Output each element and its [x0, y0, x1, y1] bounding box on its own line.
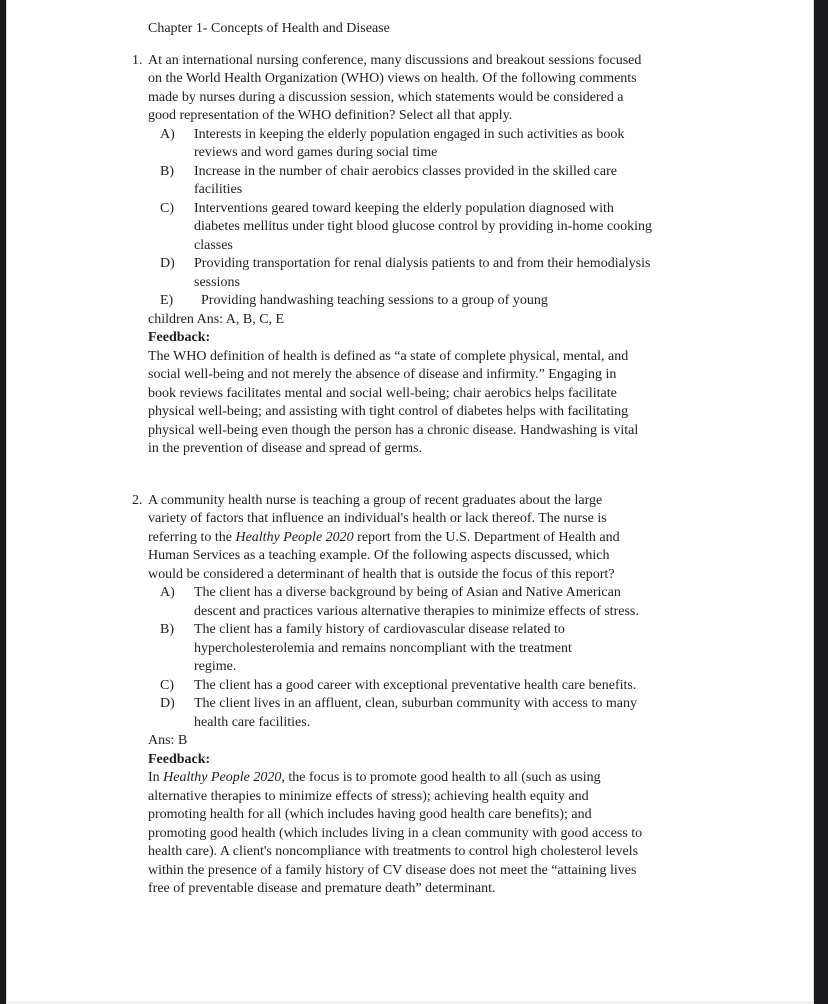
answer-option: [148, 621, 793, 677]
answer-option: [148, 584, 793, 621]
text-segment: The client lives in an affluent, clean, suburban community with access to many: [194, 696, 637, 711]
option-label: A): [160, 126, 175, 142]
text-segment: Providing handwashing teaching sessions to a group of young: [194, 293, 548, 308]
text-segment: children Ans: A, B, C, E: [148, 311, 285, 327]
question-stem-line: [148, 107, 793, 126]
text-segment: promoting good health (which includes living in a clean community with good access to: [148, 825, 643, 841]
question-block: [132, 52, 793, 459]
option-label: E): [160, 293, 174, 308]
question-stem-line: [148, 70, 793, 89]
option-text-line: [194, 144, 793, 163]
option-text-line: [194, 274, 793, 293]
option-label: C): [160, 200, 174, 216]
text-segment: The client has a diverse background by being of Asian and Native American: [194, 585, 621, 600]
question-stem-line: [148, 510, 793, 529]
text-segment: health care). A client's noncompliance with treatments to control high cholesterol levels: [148, 844, 639, 859]
feedback-line: [148, 788, 793, 807]
question-stem-line: [148, 492, 793, 511]
document-title: Chapter 1- Concepts of Health and Disease: [148, 21, 390, 36]
text-segment: The WHO definition of health is defined as “a state of complete physical, mental, and: [148, 348, 629, 364]
text-segment: book reviews facilitates mental and social well-being; chair aerobics helps facilitate: [148, 385, 617, 401]
option-label: C): [160, 677, 174, 693]
text-segment: good representation of the WHO definition? Select all that apply.: [148, 108, 513, 123]
option-text-line: [194, 181, 793, 200]
text-segment: regime.: [194, 659, 237, 674]
feedback-line: [148, 825, 793, 844]
text-segment: alternative therapies to minimize effects of stress); achieving health equity and: [148, 788, 589, 804]
question-block: [132, 492, 793, 899]
text-segment: At an international nursing conference, many discussions and breakout sessions focused: [148, 52, 642, 68]
text-segment: free of preventable disease and premature death” determinant.: [148, 881, 496, 896]
option-text-line: [194, 126, 793, 145]
text-segment: Human Services as a teaching example. Of the following aspects discussed, which: [148, 548, 610, 563]
text-segment: sessions: [194, 274, 240, 290]
option-text-line: [194, 218, 793, 237]
question-stem-line: [148, 547, 793, 566]
text-segment: Increase in the number of chair aerobics classes provided in the skilled care: [194, 163, 617, 179]
option-text-line: [194, 714, 793, 733]
feedback-line: [148, 385, 793, 404]
feedback-line: [148, 422, 793, 441]
option-text-line: [194, 163, 793, 182]
feedback-heading: Feedback:: [148, 330, 211, 345]
question-stem-line: [148, 89, 793, 108]
text-segment: physical well-being; and assisting with tight control of diabetes helps with facilitating: [148, 404, 629, 419]
feedback-line: [148, 440, 793, 459]
text-segment: variety of factors that influence an individual's health or lack thereof. The nurse is: [148, 511, 607, 526]
feedback-line: [148, 769, 793, 788]
document-page: [6, 0, 814, 1004]
option-text-line: [194, 603, 793, 622]
option-text-line: [194, 255, 793, 274]
answer-option: [148, 126, 793, 163]
text-segment: , the focus is to promote good health to all (such as using: [281, 770, 601, 785]
text-segment: would be considered a determinant of health that is outside the focus of this report?: [148, 566, 615, 582]
option-label: B): [160, 163, 174, 179]
feedback-heading: Feedback:: [148, 751, 211, 767]
text-segment: social well-being and not merely the absence of disease and infirmity.” Engaging in: [148, 367, 617, 382]
text-segment: referring to the: [148, 529, 236, 545]
text-segment: Providing transportation for renal dialysis patients to and from their hemodialysis: [194, 256, 651, 271]
italic-text: Healthy People 2020: [235, 529, 354, 545]
option-text-line: [194, 584, 793, 603]
question-number: 2.: [132, 492, 143, 508]
answer-option: [148, 695, 793, 732]
option-text-line: [194, 658, 793, 677]
answer-option: [148, 200, 793, 256]
text-segment: Ans: B: [148, 733, 188, 748]
text-segment: promoting health for all (which includes having good health care benefits); and: [148, 807, 592, 822]
feedback-line: [148, 843, 793, 862]
option-label: B): [160, 622, 174, 637]
feedback-line: [148, 880, 793, 899]
option-label: D): [160, 256, 175, 271]
text-segment: descent and practices various alternative therapies to minimize effects of stress.: [194, 603, 639, 619]
italic-text: Healthy People 2020: [163, 770, 282, 785]
text-segment: hypercholesterolemia and remains noncompliant with the treatment: [194, 640, 572, 656]
option-label: A): [160, 585, 175, 600]
option-text-line: [194, 237, 793, 256]
text-segment: The client has a good career with exceptional preventative health care benefits.: [194, 677, 637, 693]
text-segment: in the prevention of disease and spread of germs.: [148, 441, 423, 456]
text-segment: made by nurses during a discussion session, which statements would be considered a: [148, 89, 624, 105]
text-segment: A community health nurse is teaching a group of recent graduates about the large: [148, 492, 603, 508]
answer-option: [148, 292, 793, 311]
text-segment: on the World Health Organization (WHO) views on health. Of the following comments: [148, 71, 637, 86]
option-label: D): [160, 696, 175, 711]
text-segment: diabetes mellitus under tight blood glucose control by providing in-home cooking: [194, 219, 653, 234]
option-text-line: [194, 640, 793, 659]
text-segment: The client has a family history of cardiovascular disease related to: [194, 622, 565, 637]
text-segment: reviews and word games during social time: [194, 145, 438, 160]
text-segment: Interventions geared toward keeping the elderly population diagnosed with: [194, 200, 614, 216]
text-segment: physical well-being even though the person has a chronic disease. Handwashing is vital: [148, 422, 639, 438]
feedback-line: [148, 403, 793, 422]
answer-line: [148, 311, 793, 330]
questions-container: [132, 52, 793, 899]
answer-option: [148, 255, 793, 292]
answer-line: [148, 732, 793, 751]
document-page-content: [7, 0, 813, 899]
option-text-line: [194, 695, 793, 714]
feedback-line: [148, 348, 793, 367]
feedback-line: [148, 806, 793, 825]
text-segment: within the presence of a family history of CV disease does not meet the “attaining lives: [148, 862, 637, 878]
text-segment: report from the U.S. Department of Health and: [353, 529, 620, 545]
question-stem-line: [148, 566, 793, 585]
option-text-line: [194, 677, 793, 696]
option-text-line: [194, 621, 793, 640]
text-segment: classes: [194, 237, 233, 253]
answer-option: [148, 677, 793, 696]
text-segment: In: [148, 770, 164, 785]
text-segment: facilities: [194, 182, 243, 197]
option-text-line: [194, 200, 793, 219]
text-segment: Interests in keeping the elderly population engaged in such activities as book: [194, 126, 625, 142]
option-text-line: [194, 292, 793, 311]
answer-option: [148, 163, 793, 200]
question-stem-line: [148, 52, 793, 71]
question-stem-line: [148, 529, 793, 548]
question-number: 1.: [132, 52, 143, 68]
feedback-line: [148, 366, 793, 385]
feedback-line: [148, 862, 793, 881]
text-segment: health care facilities.: [194, 714, 311, 730]
